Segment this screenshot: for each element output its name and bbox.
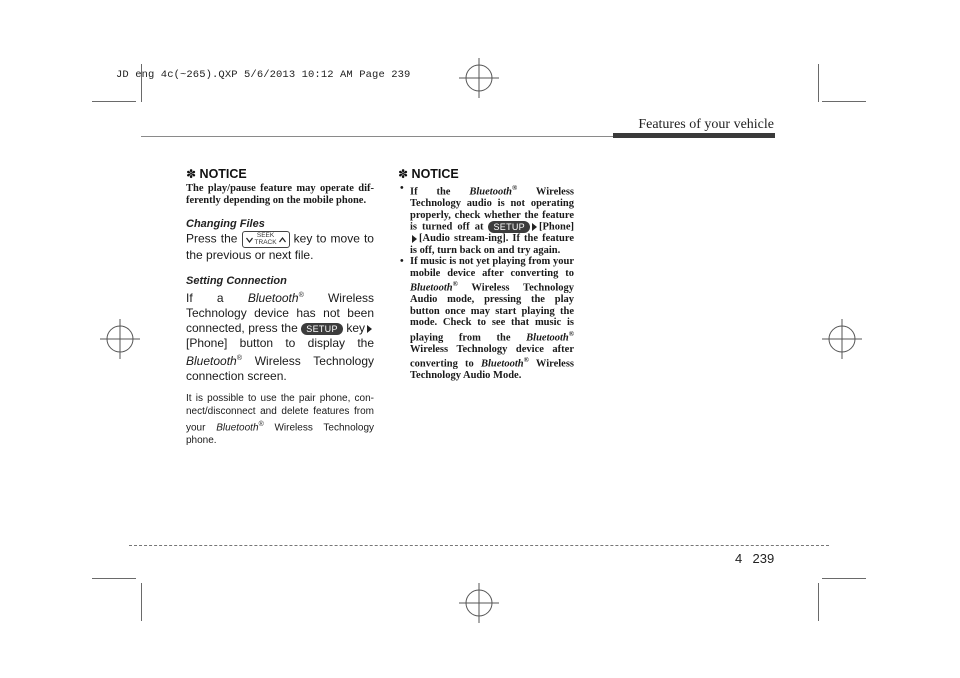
- crop-mark-bl-v: [141, 583, 142, 621]
- arrow-right-icon: [412, 235, 417, 243]
- crop-mark-br-h: [822, 578, 866, 579]
- arrow-right-icon: [367, 325, 372, 333]
- crop-mark-tl-h: [92, 101, 136, 102]
- page-number-value: 239: [752, 551, 775, 566]
- list-item: • If music is not yet playing from your mobile device after converting to Bluetooth® Wireless Technology Audio mode, pressing the play button once may start playing the mode. Check to see that music is playing from the Bluetooth® Wireless Technology device after converting to Bluetooth® Wireless Technology Audio Mode.: [398, 256, 574, 382]
- notice-text: The play/pause feature may operate dif-ferently depending on the mobile phone.: [186, 183, 374, 206]
- setup-key: SETUP: [301, 323, 343, 335]
- footer-rule: [129, 545, 829, 546]
- crop-mark-tr-v: [818, 64, 819, 102]
- registration-mark-top-icon: [459, 58, 499, 98]
- registration-mark-bottom-icon: [459, 583, 499, 623]
- page-number: [735, 551, 774, 566]
- header-rule: [141, 136, 613, 137]
- right-column: [398, 166, 574, 382]
- notice-label: NOTICE: [199, 167, 247, 181]
- setting-connection-heading: Setting Connection: [186, 275, 287, 287]
- notice-icon: ✽: [186, 167, 197, 181]
- crop-mark-br-v: [818, 583, 819, 621]
- notice-icon: ✽: [398, 167, 409, 181]
- chevron-down-icon: [246, 237, 253, 243]
- notice-bullet-list: [398, 183, 574, 382]
- list-item: • If the Bluetooth® Wireless Technology audio is not operating properly, check whether the feature is turned off at SETUP [Phone] [Audio stream-ing]. If the feature is off, turn back on and try again.: [398, 183, 574, 256]
- changing-files-text: Press the SEEK TRACK key to move to the previous or next file.: [186, 231, 374, 262]
- registration-mark-right-icon: [822, 319, 862, 359]
- seek-track-key: SEEK TRACK: [242, 231, 290, 248]
- crop-mark-tr-h: [822, 101, 866, 102]
- crop-mark-bl-h: [92, 578, 136, 579]
- section-title: Features of your vehicle: [638, 117, 774, 132]
- notice-label: NOTICE: [411, 167, 459, 181]
- changing-files-heading: Changing Files: [186, 218, 265, 230]
- left-column: [186, 166, 374, 447]
- notice-heading: [398, 166, 574, 182]
- chapter-number: 4: [735, 551, 743, 566]
- header-rule-accent: [613, 133, 775, 138]
- setting-connection-note: It is possible to use the pair phone, con-nect/disconnect and delete features from your Bluetooth® Wireless Technology phone.: [186, 393, 375, 447]
- arrow-right-icon: [532, 223, 537, 231]
- setup-key: SETUP: [488, 221, 530, 233]
- setting-connection-text: If a Bluetooth® Wireless Technology device has not been connected, press the SETUP key[Phone] button to display the Bluetooth® Wireless Technology connection screen.: [186, 291, 374, 383]
- print-slug: JD eng 4c(~265).QXP 5/6/2013 10:12 AM Page 239: [116, 69, 411, 81]
- chevron-up-icon: [279, 237, 286, 243]
- notice-heading: [186, 166, 374, 182]
- registration-mark-left-icon: [100, 319, 140, 359]
